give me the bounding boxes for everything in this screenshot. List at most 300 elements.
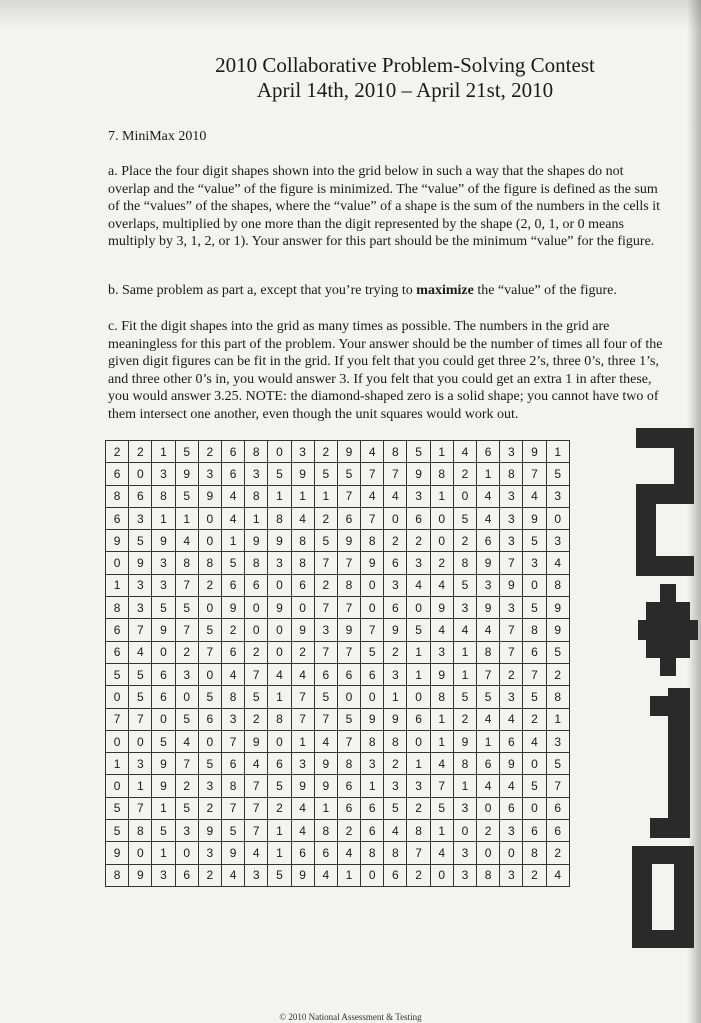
grid-row <box>106 463 570 485</box>
grid-cell: 5 <box>175 708 198 730</box>
grid-cell: 9 <box>546 619 569 641</box>
grid-cell: 3 <box>152 552 175 574</box>
grid-cell: 9 <box>198 820 221 842</box>
grid-cell: 5 <box>245 686 268 708</box>
grid-cell: 9 <box>361 552 384 574</box>
grid-cell: 5 <box>523 775 546 797</box>
grid-cell: 2 <box>245 708 268 730</box>
grid-cell: 9 <box>291 864 314 886</box>
grid-cell: 5 <box>477 686 500 708</box>
grid-cell: 6 <box>291 574 314 596</box>
grid-cell: 5 <box>453 574 476 596</box>
grid-cell: 7 <box>291 708 314 730</box>
grid-cell: 9 <box>221 597 244 619</box>
grid-row <box>106 641 570 663</box>
grid-cell: 5 <box>314 463 337 485</box>
grid-cell: 9 <box>268 530 291 552</box>
grid-cell: 9 <box>245 530 268 552</box>
grid-cell: 0 <box>361 686 384 708</box>
grid-cell: 8 <box>337 753 360 775</box>
grid-cell: 8 <box>384 842 407 864</box>
grid-cell: 4 <box>268 663 291 685</box>
grid-cell: 8 <box>106 597 129 619</box>
grid-cell: 1 <box>453 775 476 797</box>
grid-cell: 5 <box>175 797 198 819</box>
grid-cell: 7 <box>129 708 152 730</box>
grid-cell: 6 <box>500 797 523 819</box>
grid-cell: 4 <box>175 730 198 752</box>
grid-cell: 4 <box>175 530 198 552</box>
grid-cell: 6 <box>221 441 244 463</box>
grid-cell: 6 <box>384 552 407 574</box>
grid-cell: 4 <box>430 753 453 775</box>
grid-cell: 7 <box>175 574 198 596</box>
grid-cell: 9 <box>523 507 546 529</box>
grid-cell: 0 <box>361 574 384 596</box>
grid-cell: 9 <box>361 708 384 730</box>
part-b-pre: b. Same problem as part a, except that you’re trying to <box>108 283 417 298</box>
grid-cell: 1 <box>477 463 500 485</box>
copyright-footer: © 2010 National Assessment & Testing <box>279 1012 422 1022</box>
grid-cell: 9 <box>245 730 268 752</box>
grid-cell: 0 <box>198 507 221 529</box>
grid-cell: 9 <box>314 753 337 775</box>
grid-cell: 9 <box>152 753 175 775</box>
grid-cell: 9 <box>152 530 175 552</box>
grid-cell: 5 <box>430 797 453 819</box>
grid-cell: 2 <box>291 641 314 663</box>
grid-cell: 4 <box>477 708 500 730</box>
grid-cell: 8 <box>291 552 314 574</box>
grid-cell: 4 <box>384 485 407 507</box>
grid-cell: 4 <box>221 507 244 529</box>
grid-cell: 7 <box>337 641 360 663</box>
grid-cell: 2 <box>198 864 221 886</box>
grid-cell: 8 <box>500 463 523 485</box>
digit-0-diamond-shape <box>638 584 698 676</box>
grid-cell: 8 <box>453 552 476 574</box>
grid-cell: 4 <box>245 842 268 864</box>
grid-cell: 3 <box>175 820 198 842</box>
grid-cell: 3 <box>291 753 314 775</box>
grid-cell: 2 <box>453 463 476 485</box>
grid-cell: 5 <box>453 507 476 529</box>
grid-cell: 0 <box>198 663 221 685</box>
grid-cell: 5 <box>268 775 291 797</box>
grid-cell: 1 <box>268 820 291 842</box>
grid-cell: 7 <box>407 842 430 864</box>
grid-cell: 7 <box>523 463 546 485</box>
grid-cell: 3 <box>500 530 523 552</box>
grid-cell: 1 <box>430 730 453 752</box>
grid-cell: 5 <box>453 686 476 708</box>
grid-cell: 7 <box>523 663 546 685</box>
grid-row <box>106 507 570 529</box>
grid-cell: 6 <box>221 463 244 485</box>
grid-cell: 4 <box>291 820 314 842</box>
digit-0-shape <box>632 846 694 948</box>
grid-cell: 8 <box>175 552 198 574</box>
grid-cell: 8 <box>361 530 384 552</box>
grid-cell: 0 <box>407 597 430 619</box>
grid-cell: 2 <box>523 708 546 730</box>
grid-cell: 1 <box>106 574 129 596</box>
grid-cell: 1 <box>361 775 384 797</box>
grid-cell: 3 <box>500 597 523 619</box>
grid-cell: 7 <box>314 708 337 730</box>
grid-cell: 1 <box>152 842 175 864</box>
grid-cell: 3 <box>500 686 523 708</box>
grid-cell: 3 <box>129 597 152 619</box>
grid-cell: 9 <box>546 597 569 619</box>
grid-cell: 7 <box>337 597 360 619</box>
grid-cell: 2 <box>175 775 198 797</box>
grid-cell: 9 <box>337 530 360 552</box>
grid-cell: 4 <box>291 663 314 685</box>
grid-cell: 7 <box>337 552 360 574</box>
grid-cell: 6 <box>221 753 244 775</box>
grid-cell: 8 <box>221 775 244 797</box>
grid-cell: 5 <box>106 820 129 842</box>
grid-cell: 7 <box>175 619 198 641</box>
grid-cell: 0 <box>453 820 476 842</box>
grid-cell: 1 <box>407 753 430 775</box>
grid-cell: 5 <box>314 686 337 708</box>
grid-cell: 8 <box>268 507 291 529</box>
grid-cell: 7 <box>361 619 384 641</box>
grid-row <box>106 574 570 596</box>
grid-row <box>106 552 570 574</box>
grid-cell: 2 <box>500 663 523 685</box>
grid-cell: 4 <box>384 820 407 842</box>
grid-cell: 0 <box>106 686 129 708</box>
grid-cell: 0 <box>453 485 476 507</box>
grid-cell: 7 <box>500 641 523 663</box>
grid-cell: 9 <box>175 463 198 485</box>
grid-cell: 9 <box>407 463 430 485</box>
grid-cell: 3 <box>546 730 569 752</box>
grid-cell: 0 <box>268 619 291 641</box>
grid-row <box>106 797 570 819</box>
grid-cell: 0 <box>361 597 384 619</box>
grid-cell: 0 <box>407 686 430 708</box>
grid-cell: 0 <box>477 797 500 819</box>
grid-cell: 0 <box>384 507 407 529</box>
grid-cell: 3 <box>245 864 268 886</box>
grid-cell: 9 <box>477 597 500 619</box>
grid-cell: 1 <box>337 864 360 886</box>
grid-cell: 1 <box>106 753 129 775</box>
grid-cell: 7 <box>245 820 268 842</box>
grid-cell: 7 <box>361 507 384 529</box>
grid-cell: 4 <box>291 507 314 529</box>
grid-cell: 4 <box>245 753 268 775</box>
grid-cell: 8 <box>523 842 546 864</box>
grid-cell: 5 <box>221 820 244 842</box>
grid-cell: 7 <box>245 775 268 797</box>
grid-cell: 8 <box>453 753 476 775</box>
grid-cell: 6 <box>361 820 384 842</box>
grid-cell: 6 <box>407 507 430 529</box>
grid-cell: 3 <box>453 842 476 864</box>
grid-cell: 1 <box>314 797 337 819</box>
grid-cell: 0 <box>129 463 152 485</box>
grid-cell: 3 <box>152 463 175 485</box>
grid-cell: 8 <box>546 574 569 596</box>
grid-cell: 1 <box>152 441 175 463</box>
grid-cell: 4 <box>430 842 453 864</box>
grid-cell: 4 <box>314 730 337 752</box>
grid-cell: 0 <box>430 864 453 886</box>
grid-cell: 6 <box>129 485 152 507</box>
grid-cell: 5 <box>129 663 152 685</box>
grid-cell: 1 <box>221 530 244 552</box>
grid-cell: 6 <box>106 641 129 663</box>
grid-cell: 3 <box>500 441 523 463</box>
grid-cell: 5 <box>175 441 198 463</box>
grid-cell: 0 <box>198 530 221 552</box>
grid-cell: 5 <box>198 753 221 775</box>
grid-cell: 6 <box>106 619 129 641</box>
grid-cell: 6 <box>337 775 360 797</box>
grid-cell: 5 <box>221 552 244 574</box>
grid-cell: 1 <box>384 686 407 708</box>
grid-cell: 6 <box>477 441 500 463</box>
grid-cell: 6 <box>477 530 500 552</box>
grid-cell: 6 <box>314 663 337 685</box>
grid-row <box>106 663 570 685</box>
grid-cell: 2 <box>384 530 407 552</box>
contest-dates: April 14th, 2010 – April 21st, 2010 <box>256 78 554 102</box>
grid-cell: 3 <box>384 574 407 596</box>
grid-cell: 2 <box>430 552 453 574</box>
grid-cell: 6 <box>361 797 384 819</box>
grid-cell: 7 <box>337 730 360 752</box>
grid-cell: 8 <box>477 641 500 663</box>
grid-cell: 2 <box>546 663 569 685</box>
grid-row <box>106 753 570 775</box>
grid-cell: 4 <box>337 842 360 864</box>
grid-cell: 9 <box>152 619 175 641</box>
grid-cell: 9 <box>430 597 453 619</box>
grid-cell: 7 <box>291 686 314 708</box>
grid-cell: 3 <box>430 641 453 663</box>
grid-cell: 0 <box>546 507 569 529</box>
grid-cell: 2 <box>453 708 476 730</box>
grid-cell: 0 <box>175 686 198 708</box>
grid-cell: 9 <box>291 775 314 797</box>
grid-cell: 8 <box>268 708 291 730</box>
grid-cell: 0 <box>268 574 291 596</box>
grid-cell: 9 <box>384 619 407 641</box>
grid-cell: 8 <box>106 864 129 886</box>
grid-cell: 2 <box>129 441 152 463</box>
grid-cell: 1 <box>477 730 500 752</box>
grid-cell: 8 <box>477 864 500 886</box>
grid-cell: 8 <box>546 686 569 708</box>
grid-row <box>106 530 570 552</box>
grid-cell: 0 <box>129 842 152 864</box>
grid-cell: 9 <box>221 842 244 864</box>
grid-cell: 9 <box>106 530 129 552</box>
grid-row <box>106 686 570 708</box>
grid-cell: 9 <box>198 485 221 507</box>
grid-cell: 7 <box>175 753 198 775</box>
grid-cell: 5 <box>268 463 291 485</box>
grid-cell: 4 <box>361 485 384 507</box>
grid-cell: 3 <box>129 574 152 596</box>
grid-cell: 0 <box>106 775 129 797</box>
digit-1-shape <box>650 688 690 838</box>
grid-cell: 3 <box>129 507 152 529</box>
grid-cell: 2 <box>407 797 430 819</box>
grid-cell: 8 <box>291 530 314 552</box>
grid-cell: 2 <box>245 641 268 663</box>
grid-cell: 9 <box>106 842 129 864</box>
grid-cell: 2 <box>175 641 198 663</box>
grid-row <box>106 441 570 463</box>
grid-cell: 0 <box>268 641 291 663</box>
grid-cell: 5 <box>175 485 198 507</box>
grid-cell: 3 <box>500 864 523 886</box>
grid-row <box>106 820 570 842</box>
grid-cell: 8 <box>407 820 430 842</box>
grid-cell: 5 <box>546 641 569 663</box>
grid-row <box>106 485 570 507</box>
grid-cell: 8 <box>337 574 360 596</box>
grid-cell: 6 <box>337 663 360 685</box>
grid-cell: 5 <box>314 530 337 552</box>
grid-cell: 4 <box>314 864 337 886</box>
grid-cell: 4 <box>291 797 314 819</box>
grid-cell: 2 <box>198 797 221 819</box>
grid-cell: 7 <box>361 463 384 485</box>
grid-cell: 6 <box>106 507 129 529</box>
grid-cell: 4 <box>453 441 476 463</box>
grid-cell: 4 <box>361 441 384 463</box>
grid-cell: 1 <box>245 507 268 529</box>
grid-cell: 2 <box>407 864 430 886</box>
grid-cell: 3 <box>268 552 291 574</box>
grid-cell: 8 <box>384 441 407 463</box>
grid-cell: 7 <box>221 730 244 752</box>
grid-cell: 3 <box>407 552 430 574</box>
grid-cell: 3 <box>129 753 152 775</box>
grid-cell: 6 <box>384 864 407 886</box>
grid-cell: 0 <box>106 552 129 574</box>
grid-cell: 0 <box>523 753 546 775</box>
grid-cell: 2 <box>198 441 221 463</box>
grid-cell: 4 <box>407 574 430 596</box>
grid-cell: 4 <box>221 485 244 507</box>
grid-cell: 9 <box>384 708 407 730</box>
grid-cell: 5 <box>106 797 129 819</box>
grid-cell: 7 <box>129 619 152 641</box>
grid-cell: 6 <box>245 574 268 596</box>
grid-cell: 3 <box>152 574 175 596</box>
grid-cell: 3 <box>500 820 523 842</box>
grid-cell: 6 <box>523 820 546 842</box>
grid-cell: 3 <box>453 864 476 886</box>
grid-cell: 9 <box>291 463 314 485</box>
scan-top-shadow <box>0 0 701 30</box>
grid-cell: 9 <box>268 597 291 619</box>
grid-cell: 1 <box>546 441 569 463</box>
grid-cell: 0 <box>152 641 175 663</box>
grid-cell: 5 <box>152 597 175 619</box>
grid-cell: 2 <box>268 797 291 819</box>
contest-title: 2010 Collaborative Problem-Solving Contest <box>215 53 595 77</box>
grid-cell: 5 <box>384 797 407 819</box>
grid-cell: 7 <box>106 708 129 730</box>
grid-cell: 0 <box>407 730 430 752</box>
grid-cell: 2 <box>314 507 337 529</box>
grid-cell: 3 <box>500 507 523 529</box>
grid-cell: 6 <box>268 753 291 775</box>
grid-cell: 0 <box>198 730 221 752</box>
grid-cell: 7 <box>314 552 337 574</box>
grid-cell: 6 <box>152 686 175 708</box>
digit-2-shape <box>636 428 694 576</box>
grid-cell: 0 <box>291 597 314 619</box>
grid-cell: 3 <box>245 463 268 485</box>
grid-cell: 6 <box>546 820 569 842</box>
grid-cell: 6 <box>500 730 523 752</box>
grid-cell: 7 <box>337 485 360 507</box>
grid-cell: 5 <box>361 641 384 663</box>
grid-cell: 8 <box>314 820 337 842</box>
grid-cell: 0 <box>175 842 198 864</box>
grid-row <box>106 597 570 619</box>
grid-cell: 1 <box>430 820 453 842</box>
grid-cell: 7 <box>314 597 337 619</box>
grid-cell: 6 <box>407 708 430 730</box>
grid-cell: 6 <box>291 842 314 864</box>
grid-cell: 3 <box>500 485 523 507</box>
grid-cell: 3 <box>453 797 476 819</box>
grid-cell: 2 <box>523 864 546 886</box>
grid-cell: 9 <box>337 441 360 463</box>
grid-cell: 2 <box>453 530 476 552</box>
grid-cell: 8 <box>245 552 268 574</box>
grid-row <box>106 842 570 864</box>
grid-cell: 7 <box>198 641 221 663</box>
grid-cell: 9 <box>453 730 476 752</box>
grid-cell: 7 <box>500 619 523 641</box>
grid-cell: 9 <box>500 753 523 775</box>
grid-cell: 7 <box>245 663 268 685</box>
grid-cell: 0 <box>106 730 129 752</box>
grid-cell: 8 <box>361 730 384 752</box>
grid-cell: 0 <box>477 842 500 864</box>
grid-cell: 7 <box>221 797 244 819</box>
grid-cell: 9 <box>152 775 175 797</box>
grid-cell: 2 <box>384 753 407 775</box>
grid-cell: 5 <box>175 597 198 619</box>
grid-cell: 2 <box>106 441 129 463</box>
grid-cell: 8 <box>221 686 244 708</box>
grid-cell: 8 <box>384 730 407 752</box>
grid-cell: 5 <box>407 441 430 463</box>
grid-cell: 0 <box>523 797 546 819</box>
grid-cell: 4 <box>221 864 244 886</box>
part-b-emphasis: maximize <box>416 283 474 298</box>
grid-cell: 6 <box>106 463 129 485</box>
grid-cell: 2 <box>337 820 360 842</box>
grid-cell: 2 <box>384 641 407 663</box>
grid-cell: 5 <box>268 864 291 886</box>
grid-cell: 0 <box>129 730 152 752</box>
